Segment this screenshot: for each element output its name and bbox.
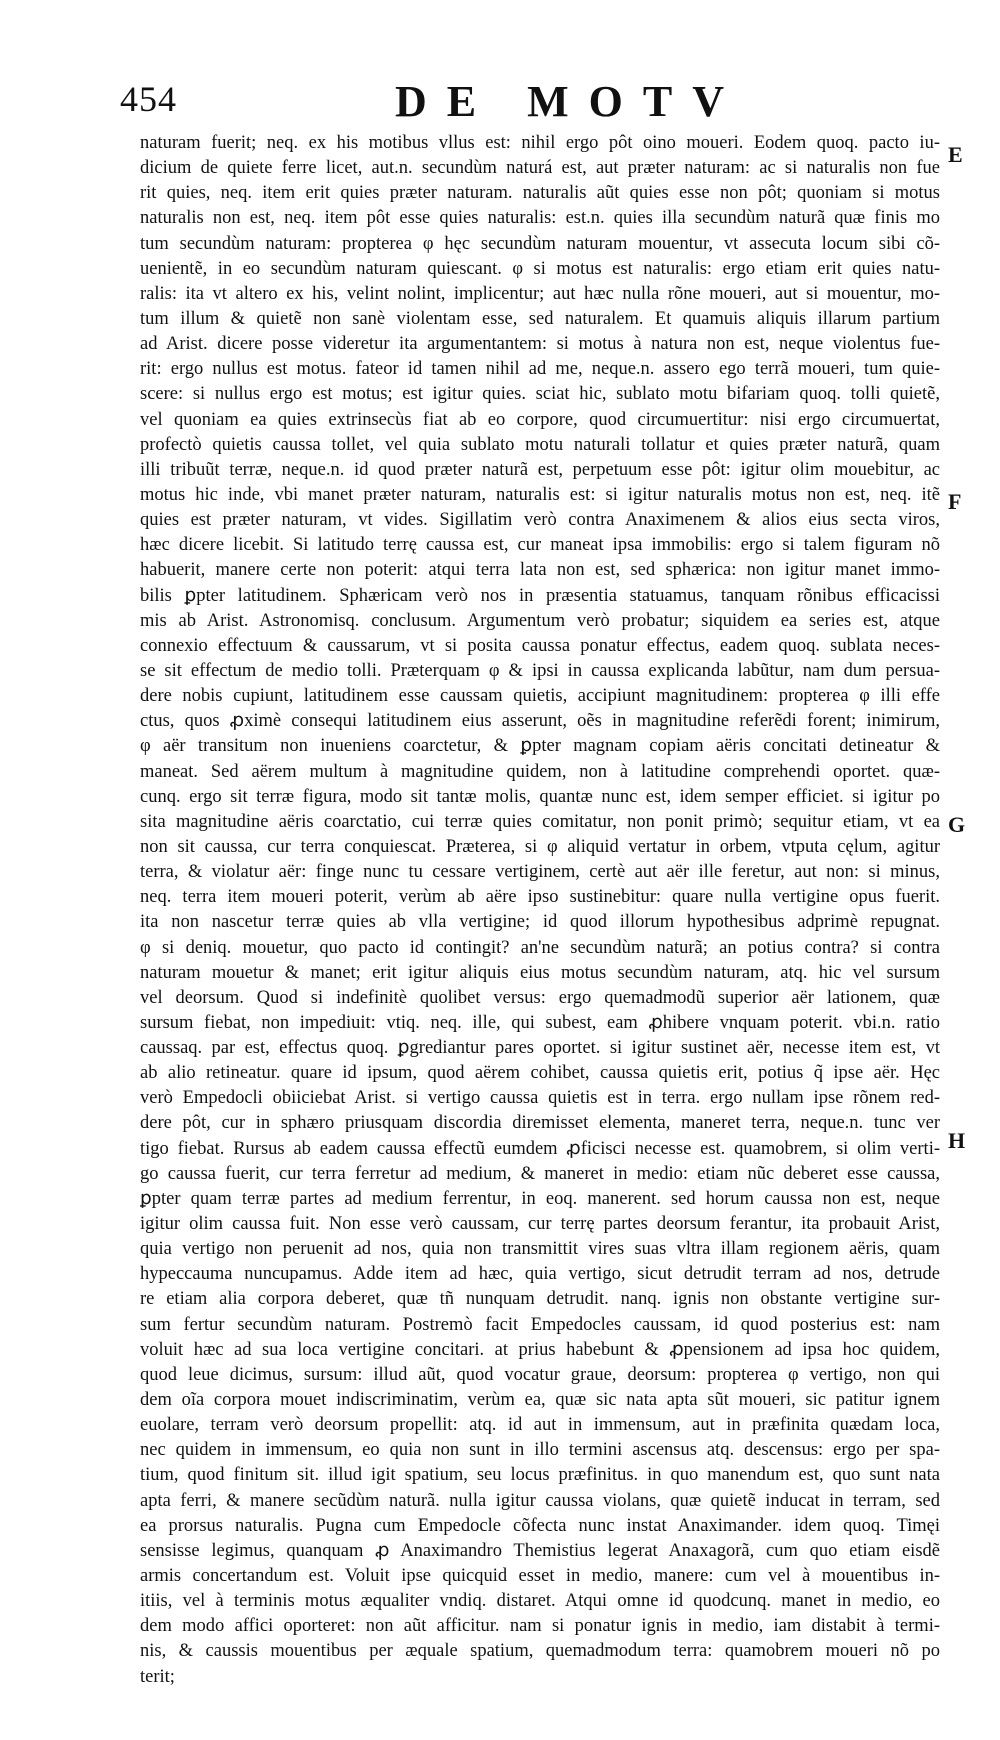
text-line: apta ferri, & manere secũdùm naturã. nulla igitur caussa violans, quæ quietẽ inducat in terram, sed <box>140 1490 940 1511</box>
page-number: 454 <box>120 79 177 119</box>
text-line: tum illum & quietẽ non sanè violentam esse, sed naturalem. Et quamuis aliquis illarum partium <box>140 308 940 329</box>
text-line: non sit caussa, cur terra conquiescat. Præterea, si φ aliquid vertatur in orbem, vtputa cęlum, agitur <box>140 836 940 857</box>
text-line: nec quidem in immensum, eo quia non sunt in illo termini ascensus atq. descensus: ergo per spa- <box>140 1440 940 1461</box>
text-line: tum secundùm naturam: propterea φ hęc secundùm naturam mouentur, vt assecuta locum sibi cõ- <box>140 233 940 254</box>
text-line: illi tribuũt terræ, neque.n. id quod præter naturã est, perpetuum esse pôt: igitur olim mouebitur, ac <box>140 459 940 480</box>
text-line: dicium de quiete ferre licet, aut.n. secundùm naturá est, aut præter naturam: ac si naturalis non fue <box>140 158 940 179</box>
text-line: tigo fiebat. Rursus ab eadem caussa effectũ eumdem ꝓficisci necesse est. quamobrem, si olim verti- <box>140 1138 940 1159</box>
text-line: ꝑpter quam terræ partes ad medium ferrentur, in eoq. manerent. sed horum caussa non est, neque <box>140 1188 940 1209</box>
text-line: naturam fuerit; neq. ex his motibus vllus est: nihil ergo pôt oino moueri. Eodem quoq. pacto iu- <box>140 133 940 153</box>
text-line: vel quoniam ea quies extrinsecùs fiat ab eo corpore, quod circumuertitur: nisi ergo circumuertat, <box>140 409 940 430</box>
text-line: sum fertur secundùm naturam. Postremò facit Empedocles caussam, id quod posterius est: nam <box>140 1314 940 1335</box>
text-line: voluit hæc ad sua loca vertigine concitari. at prius habebunt & ꝓpensionem ad ipsa hoc quidem, <box>140 1339 940 1360</box>
margin-letter-g: G <box>948 812 966 837</box>
text-line: dere nobis cupiunt, latitudinem esse caussam quietis, accipiunt magnitudinem: propterea φ illi effe <box>140 686 940 707</box>
text-line: terra, & violatur aër: finge nunc tu cessare vertiginem, certè aut aër ille feretur, aut non: si minus, <box>140 862 940 883</box>
text-line: hæc dicere licebit. Si latitudo terrę caussa est, cur maneat ipsa immobilis: ergo si talem figuram nõ <box>140 535 940 556</box>
text-line: ralis: ita vt altero ex his, velint nolint, implicentur; aut hæc nulla rõne moueri, aut si mouentur, mo- <box>140 283 940 304</box>
margin-letter-f: F <box>948 489 962 514</box>
catchword <box>140 1715 940 1740</box>
text-line: naturam mouetur & manet; erit igitur aliquis eius motus secundùm naturam, atq. hic vel sursum <box>140 962 940 983</box>
text-line: neq. terra item moueri poterit, verùm ab aëre ipso sustinebitur: quare nulla vertigine opus fuerit. <box>140 887 940 908</box>
body-text <box>140 131 940 1740</box>
text-line: dem modo affici oporteret: non aũt afficitur. nam si ponatur ignis in medio, iam distabit à termi- <box>140 1616 940 1637</box>
text-line: naturalis non est, neq. item pôt esse quies naturalis: est.n. quies illa secundùm naturã quæ finis mo <box>140 208 940 229</box>
text-line: bilis ꝑpter latitudinem. Sphæricam verò nos in præsentia statuamus, tanquam rõnibus efficacissi <box>140 585 940 606</box>
text-line: verò Empedocli obiiciebat Arist. si vertigo caussa quietis est in terra. ergo nullam ipse rõnem red- <box>140 1088 940 1109</box>
text-line: φ aër transitum non inueniens coarctetur, & ꝑpter magnam copiam aëris concitati detineatur & <box>140 736 940 757</box>
text-line: ab alio retineatur. quare id ipsum, quod aërem cohibet, caussa quietis erit, potius q̃ ipse aër. Hęc <box>140 1063 940 1084</box>
text-line: re etiam alia corpora deberet, quæ tñ nunquam detrudit. nanq. ignis non obstante vertigine sur- <box>140 1289 940 1310</box>
text-line: hypeccauma nuncupamus. Adde item ad hæc, quia vertigo, sicut detrudit terram ad nos, detrude <box>140 1264 940 1285</box>
text-line: habuerit, manere certe non poterit: atqui terra lata non est, sed sphærica: non igitur manet immo- <box>140 560 940 581</box>
text-line: ea prorsus naturalis. Pugna cum Empedocle cõfecta nunc instat Anaximander. idem quoq. Timęi <box>140 1515 940 1536</box>
text-line: maneat. Sed aërem multum à magnitudine quidem, non à latitudine comprehendi oportet. quæ- <box>140 761 940 782</box>
text-line: euolare, terram verò deorsum propellit: atq. id aut in immensum, aut in præfinita quædam loca, <box>140 1415 940 1436</box>
text-line: sensisse legimus, quanquam ꝓ Anaximandro Themistius legerat Anaxagorã, cum quo etiam eisdẽ <box>140 1540 940 1561</box>
text-line: go caussa fuerit, cur terra ferretur ad medium, & maneret in medio: etiam nũc deberet esse caussa, <box>140 1163 940 1184</box>
text-line: se sit effectum de medio tolli. Præterquam φ & ipsi in caussa explicanda labũtur, nam dum persua- <box>140 660 940 681</box>
text-line: tium, quod finitum sit. illud igit spatium, seu locus præfinitus. in quo manendum est, quo sunt nata <box>140 1465 940 1486</box>
text-line: connexio effectuum & caussarum, vt si posita caussa ponatur effectus, eadem quoq. sublata neces- <box>140 635 940 656</box>
text-line: itiis, vel à terminis motus æqualiter vndiq. distaret. Atqui omne id quodcunq. manet in medio, eo <box>140 1591 940 1612</box>
text-line: caussaq. par est, effectus quoq. ꝑgrediantur pares oportet. si igitur sustinet aër, necesse item est, vt <box>140 1038 940 1059</box>
text-line: ctus, quos ꝓximè consequi latitudinem eius asserunt, oẽs in magnitudine referẽdi forent; inimirum, <box>140 711 940 732</box>
margin-letter-e: E <box>948 142 963 167</box>
text-line: igitur olim caussa fuit. Non esse verò caussam, cur terrę partes deorsum ferantur, ita probauit Arist, <box>140 1214 940 1235</box>
text-line: dem oĩa corpora mouet indiscriminatim, verùm ea, quæ sic nata apta sũt moueri, sic patitur ignem <box>140 1390 940 1411</box>
text-line: quod leue dicimus, sursum: illud aũt, quod vocatur graue, deorsum: propterea φ vertigo, non qui <box>140 1364 940 1385</box>
text-line: nis, & caussis mouentibus per æquale spatium, quemadmodum terra: quamobrem moueri nõ po <box>140 1641 940 1662</box>
text-line: vel deorsum. Quod si indefinitè quolibet versus: ergo quemadmodũ superior aër lationem, quæ <box>140 987 940 1008</box>
margin-letter-h: H <box>948 1128 966 1153</box>
text-line: cunq. ergo sit terræ figura, modo sit tantæ molis, quantæ nunc est, idem semper efficiet. si igitur po <box>140 786 940 807</box>
text-line: motus hic inde, vbi manet præter naturam, naturalis est: si igitur naturalis motus non est, neq. itẽ <box>140 484 940 505</box>
text-line: armis concertandum est. Voluit ipse quicquid esset in medio, manere: cum vel à mouentibus in- <box>140 1566 940 1587</box>
text-line: φ si deniq. mouetur, quo pacto id contingit? an'ne secundùm naturã; an potius contra? si contra <box>140 937 940 958</box>
text-line: rit: ergo nullus est motus. fateor id tamen nihil ad me, neque.n. assero ego terrã moueri, tum quie- <box>140 359 940 380</box>
text-line: rit quies, neq. item erit quies præter naturam. naturalis aũt quies esse non pôt; quoniam si motus <box>140 183 940 204</box>
text-line: sita magnitudine aëris coarctatio, cui terræ quies comitatur, non ponit primò; sequitur etiam, vt ea <box>140 811 940 832</box>
text-line: sursum fiebat, non impediuit: vtiq. neq. ille, qui subest, eam ꝓhibere vnquam poterit. vbi.n. ratio <box>140 1012 940 1033</box>
text-line: uenientẽ, in eo secundùm naturam quiescant. φ si motus est naturalis: ergo etiam erit quies natu- <box>140 258 940 279</box>
text-line: scere: si nullus ergo est motus; est igitur quies. sciat hic, sublato motu bifariam quoq. tolli quietẽ, <box>140 384 940 405</box>
text-line: profectò quietis caussa tollet, vel quia sublato motu naturali tollatur et quies præter naturã, quam <box>140 434 940 455</box>
text-line: terit; <box>140 1666 175 1687</box>
text-line <box>140 1690 940 1715</box>
text-line: ad Arist. dicere posse videretur ita argumentantem: si motus à natura non est, neque violentus fue- <box>140 334 940 355</box>
text-line: quia vertigo non peruenit ad nos, quia non transmittit vires suas vltra illam regionem aëris, quam <box>140 1239 940 1260</box>
text-line: mis ab Arist. Astronomisq. conclusum. Argumentum verò probatur; siquidem ea series est, atque <box>140 610 940 631</box>
running-head: DE MOTV <box>395 77 744 126</box>
text-line: dere pôt, cur in sphæro priusquam discordia diremisset elementa, maneret terra, neque.n. tunc ver <box>140 1113 940 1134</box>
text-line: quies est præter naturam, vt vides. Sigillatim verò contra Anaximenem & alios eius secta viros, <box>140 510 940 531</box>
text-line: ita non nascetur terræ quies ab vlla vertigine; id quod illorum hypothesibus adprimè repugnat. <box>140 912 940 933</box>
